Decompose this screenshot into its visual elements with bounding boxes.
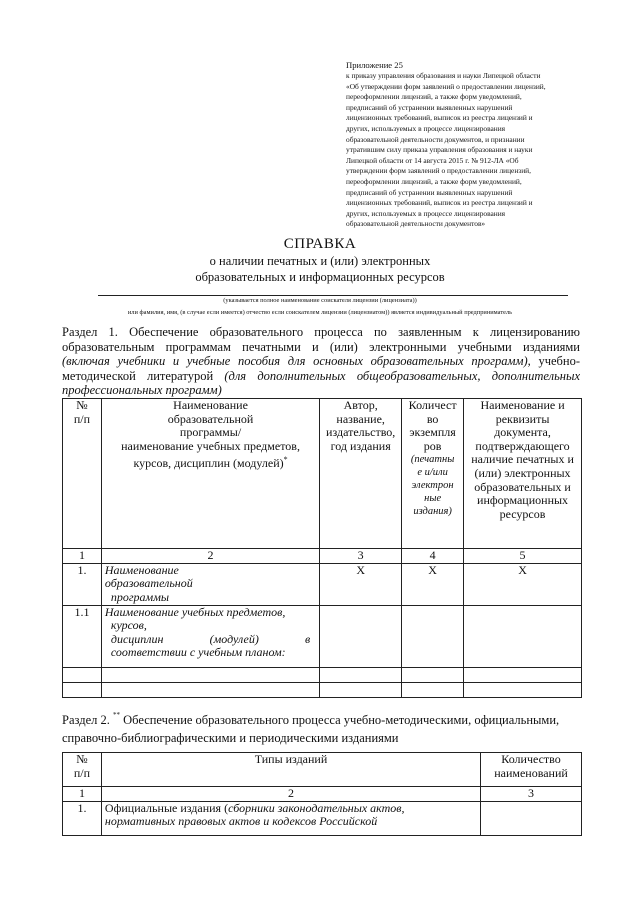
section2-text: Обеспечение образовательного процесса учебно-методическими, официальными, (119, 713, 560, 727)
empty-cell (464, 667, 582, 682)
appendix-line: других, используемых в процессе лицензирования (346, 208, 506, 218)
section1-line (62, 383, 580, 398)
header-text: информационных (477, 493, 569, 508)
appendix-line: предписаний об устранении выявленных нарушений (346, 102, 513, 112)
table-header-row (63, 399, 582, 549)
resources-table (62, 398, 582, 698)
column-number: 4 (402, 549, 464, 564)
empty-cell (464, 682, 582, 697)
cell-text: курсов, (110, 618, 147, 633)
row-number: 1.1 (63, 605, 102, 667)
empty-cell (63, 667, 102, 682)
empty-cell (402, 667, 464, 682)
row-number: 1. (63, 801, 102, 835)
section1-italic: (для дополнительных общеобразовательных, дополнительных (224, 368, 580, 383)
appendix-note (346, 60, 596, 230)
documents-cell: Х (464, 563, 582, 605)
header-count (402, 399, 464, 549)
header-text: реквизиты (495, 411, 550, 426)
header-text (105, 453, 316, 471)
applicant-name-line (98, 295, 568, 296)
header-text: программы/ (179, 425, 242, 440)
section2-label: Раздел 2. (62, 713, 113, 727)
appendix-line: образовательной деятельности документов, и признании (346, 134, 525, 144)
header-text: (или) электронных (474, 465, 571, 480)
appendix-line: к приказу управления образования и науки Липецкой области (346, 71, 541, 80)
header-text: наименование учебных предметов, (121, 438, 300, 453)
documents-cell (464, 605, 582, 667)
appendix-line: Липецкой области от 14 августа 2015 г. № 912-ЛА «Об (346, 155, 519, 165)
header-count (481, 753, 582, 787)
empty-cell (63, 682, 102, 697)
header-text: электрон (411, 480, 454, 492)
applicant-caption: (указывается полное наименование соискателя лицензии (лицензиата)) (223, 297, 417, 304)
section2-line: справочно-библиографическими и периодическими изданиями (62, 731, 399, 745)
cell-text: образовательной (104, 576, 193, 591)
header-text: Наименование (173, 398, 248, 412)
table-row (63, 682, 582, 697)
header-text: п/п (73, 765, 91, 780)
empty-cell (101, 667, 319, 682)
header-text: издательство, (326, 425, 396, 440)
footnote-mark: * (283, 455, 288, 465)
column-number: 3 (320, 549, 402, 564)
table-row (63, 563, 582, 605)
row-number: 1. (63, 563, 102, 605)
empty-cell (101, 682, 319, 697)
header-text: образовательных и (474, 479, 571, 494)
program-name-cell (101, 563, 319, 605)
section1-line: образовательным программам печатными и (или) электронными учебными изданиями (62, 339, 580, 354)
appendix-line: переоформлении лицензий, а также форм уведомлений, (346, 176, 522, 186)
header-text: наименований (494, 765, 568, 780)
header-text: Наименование и (480, 398, 565, 412)
header-program-name (101, 399, 319, 549)
appendix-line: лицензионных требований, выписок из реестра лицензий и (346, 113, 533, 123)
header-text: документа, (494, 425, 551, 440)
header-text: образовательной (167, 411, 254, 426)
column-number: 5 (464, 549, 582, 564)
header-text: экземпля (409, 425, 456, 440)
header-text: название, (336, 411, 385, 426)
section1-paragraph (62, 325, 580, 398)
count-cell: Х (402, 563, 464, 605)
empty-cell (320, 667, 402, 682)
header-text: п/п (73, 411, 91, 426)
appendix-line: лицензионных требований, выписок из реестра лицензий и (346, 198, 533, 208)
header-text: ные (424, 493, 442, 505)
cell-text: дисциплин (110, 631, 164, 646)
header-text: издания) (413, 506, 452, 518)
header-documents (464, 399, 582, 549)
header-text: Количест (408, 398, 457, 412)
cell-text: программы (110, 589, 169, 604)
header-author (320, 399, 402, 549)
table-number-row (63, 787, 582, 802)
document-title: СПРАВКА (283, 236, 357, 252)
header-text: Количество (501, 752, 561, 766)
header-text: Автор, (343, 398, 378, 412)
header-text: ресурсов (499, 506, 546, 521)
cell-text: (модулей) (209, 631, 259, 646)
cell-text: сборники законодательных актов, (228, 800, 405, 815)
header-text: наличие печатных и (471, 452, 574, 467)
appendix-line: образовательной деятельности документов» (346, 219, 486, 229)
column-number: 3 (481, 787, 582, 802)
header-text: подтверждающего (475, 438, 570, 453)
author-cell: Х (320, 563, 402, 605)
document-subtitle: о наличии печатных и (или) электронных (209, 254, 431, 268)
appendix-line: утверждении форм заявлений о предоставлении лицензий, (346, 166, 531, 176)
document-subtitle-2: образовательных и информационных ресурсов (195, 270, 445, 284)
section2-line (62, 711, 559, 729)
appendix-line: «Об утверждении форм заявлений о предоставлении лицензий, (346, 81, 546, 91)
section1-line: Раздел 1. Обеспечение образовательного процесса по заявленным к лицензированию (62, 325, 580, 339)
cell-text: в (304, 631, 311, 646)
cell-text: Наименование (104, 562, 179, 577)
header-text: (печатны (410, 454, 455, 466)
cell-text: соответствии с учебным планом: (110, 645, 286, 660)
header-text: курсов, дисциплин (модулей) (133, 456, 284, 471)
author-cell (320, 605, 402, 667)
section1-line (62, 354, 580, 369)
entrepreneur-caption: или фамилия, имя, (в случае если имеется) отчество если соискателем лицензии (лицензиатом)) является индивидуальный предприниматель (127, 309, 513, 316)
subjects-cell (101, 605, 319, 667)
header-types: Типы изданий (101, 753, 480, 787)
empty-cell (320, 682, 402, 697)
publication-type-cell (101, 801, 480, 835)
header-text: год издания (330, 438, 391, 453)
header-text: е и/или (417, 467, 448, 479)
count-cell (481, 801, 582, 835)
header-num (63, 399, 102, 549)
cell-text (105, 802, 477, 816)
table-header-row (63, 753, 582, 787)
section1-line (62, 369, 580, 384)
section2-heading (62, 711, 559, 747)
header-text: ров (423, 438, 442, 453)
header-text: № (76, 752, 88, 766)
table-row (63, 801, 582, 835)
appendix-line: предписаний об устранении выявленных нарушений (346, 187, 513, 197)
header-text: во (426, 411, 439, 426)
appendix-line: других, используемых в процессе лицензирования (346, 123, 506, 133)
cell-text: нормативных правовых актов и кодексов Российской (104, 814, 378, 829)
section1-italic: профессиональных программ) (62, 383, 222, 398)
table-number-row (63, 549, 582, 564)
appendix-heading: Приложение 25 (346, 60, 403, 70)
cell-text: Официальные издания ( (104, 800, 229, 815)
column-number: 2 (101, 787, 480, 802)
column-number: 1 (63, 549, 102, 564)
table-row (63, 605, 582, 667)
header-text: № (76, 398, 88, 412)
appendix-line: утратившим силу приказа управления образования и науки (346, 145, 533, 155)
cell-text (105, 633, 316, 647)
section1-italic: (включая учебники и учебные пособия для основных образовательных программ), (62, 354, 531, 369)
count-cell (402, 605, 464, 667)
section1-text: учебно- (530, 354, 581, 369)
publications-table (62, 752, 582, 836)
cell-text: Наименование учебных предметов, (104, 604, 286, 619)
column-number: 2 (101, 549, 319, 564)
column-number: 1 (63, 787, 102, 802)
footnote-mark: ** (112, 711, 120, 719)
appendix-line: переоформлении лицензий, а также форм уведомлений, (346, 92, 522, 102)
section1-text: методической литературой (62, 368, 225, 383)
empty-cell (402, 682, 464, 697)
table-row (63, 667, 582, 682)
header-num (63, 753, 102, 787)
